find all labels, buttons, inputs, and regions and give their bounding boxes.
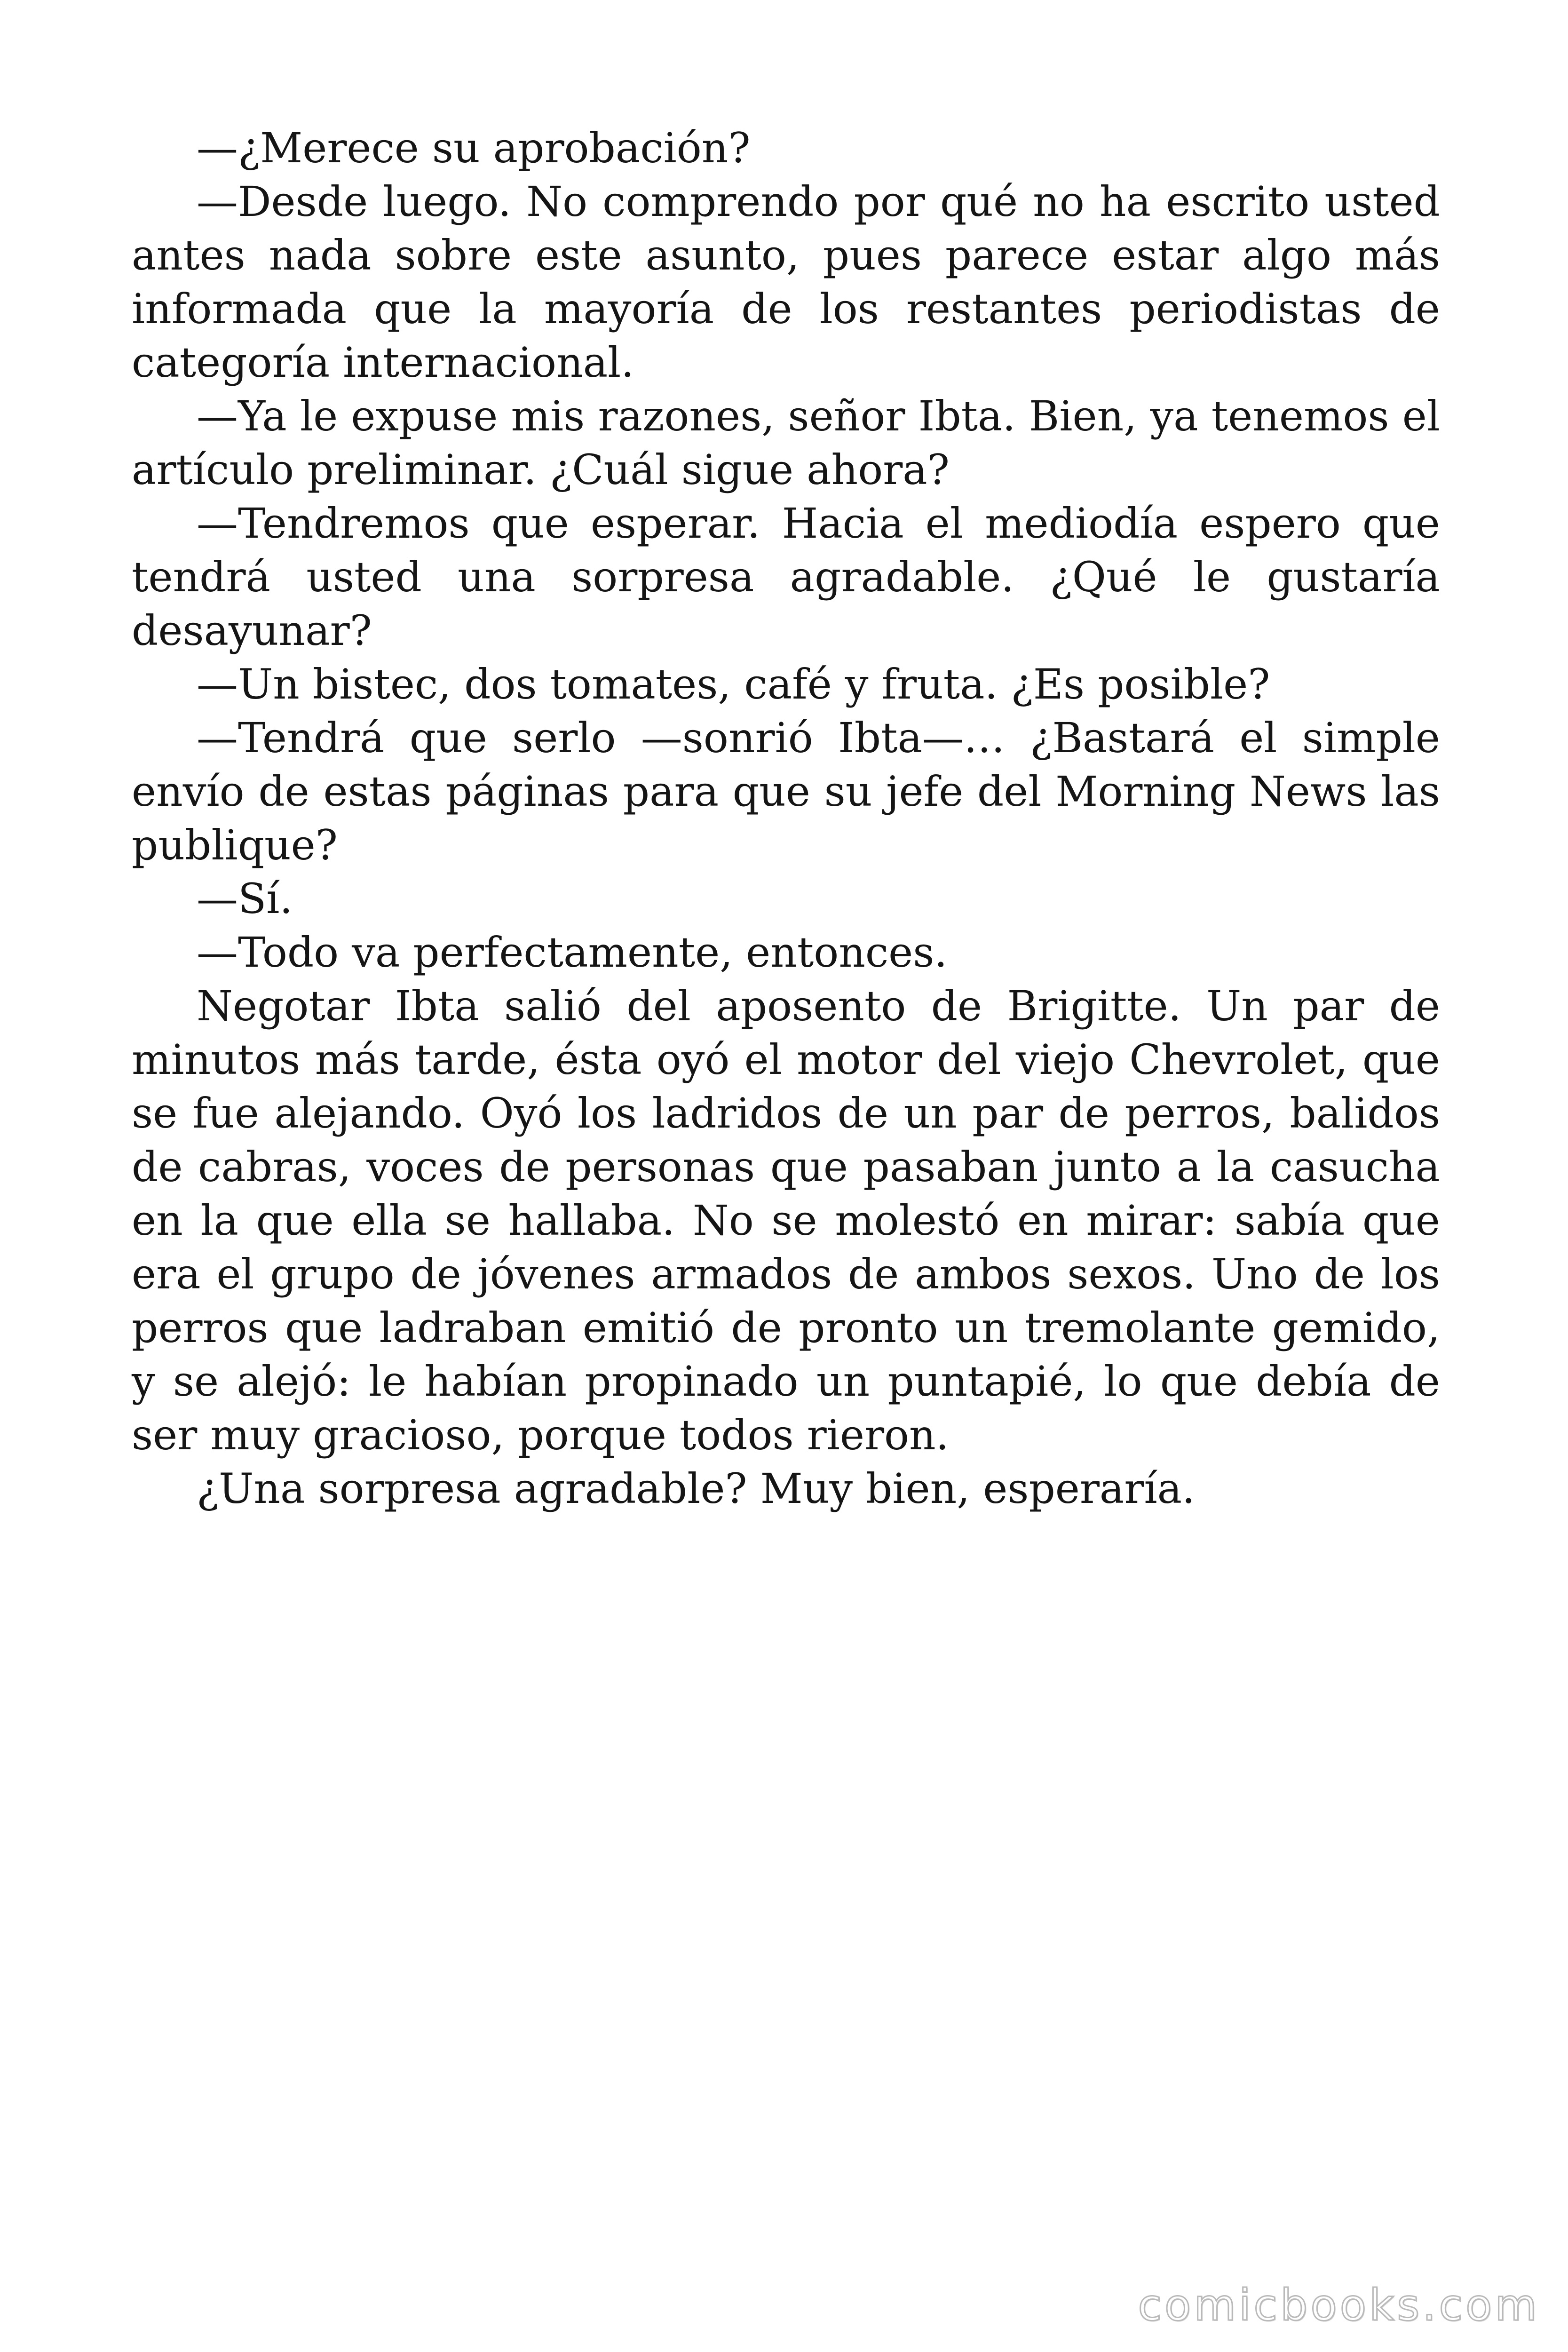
paragraph-8: —Todo va perfectamente, entonces. xyxy=(197,928,948,977)
watermark: comicbooks.com xyxy=(1138,2280,1540,2330)
paragraph-7: —Sí. xyxy=(197,874,293,923)
paragraph-5: —Un bistec, dos tomates, café y fruta. ¿Es posible? xyxy=(197,660,1270,708)
paragraph-2: —Desde luego. No comprendo por qué no ha escrito usted antes nada sobre este asunto, pues parece estar algo más informada que la mayoría de los restantes periodistas de categoría internacional. xyxy=(132,177,1440,387)
paragraph-6: —Tendrá que serlo —sonrió Ibta—… ¿Bastará el simple envío de estas páginas para que su jefe del Morning News las publique? xyxy=(132,714,1440,869)
paragraph-10: ¿Una sorpresa agradable? Muy bien, esperaría. xyxy=(197,1464,1196,1513)
paragraph-1: —¿Merece su aprobación? xyxy=(197,124,751,172)
body-text xyxy=(132,121,1440,1516)
paragraph-3: —Ya le expuse mis razones, señor Ibta. Bien, ya tenemos el artículo preliminar. ¿Cuál sigue ahora? xyxy=(132,392,1440,494)
paragraph-4: —Tendremos que esperar. Hacia el mediodía espero que tendrá usted una sorpresa agradable. ¿Qué le gustaría desayunar? xyxy=(132,499,1440,655)
paragraph-9: Negotar Ibta salió del aposento de Brigitte. Un par de minutos más tarde, ésta oyó el motor del viejo Chevrolet, que se fue alejando. Oyó los ladridos de un par de perros, balidos de cabras, voces de personas que pasaban junto a la casucha en la que ella se hallaba. No se molestó en mirar: sabía que era el grupo de jóvenes armados de ambos sexos. Uno de los perros que ladraban emitió de pronto un tremolante gemido, y se alejó: le habían propinado un puntapié, lo que debía de ser muy gracioso, porque todos rieron. xyxy=(132,982,1440,1459)
